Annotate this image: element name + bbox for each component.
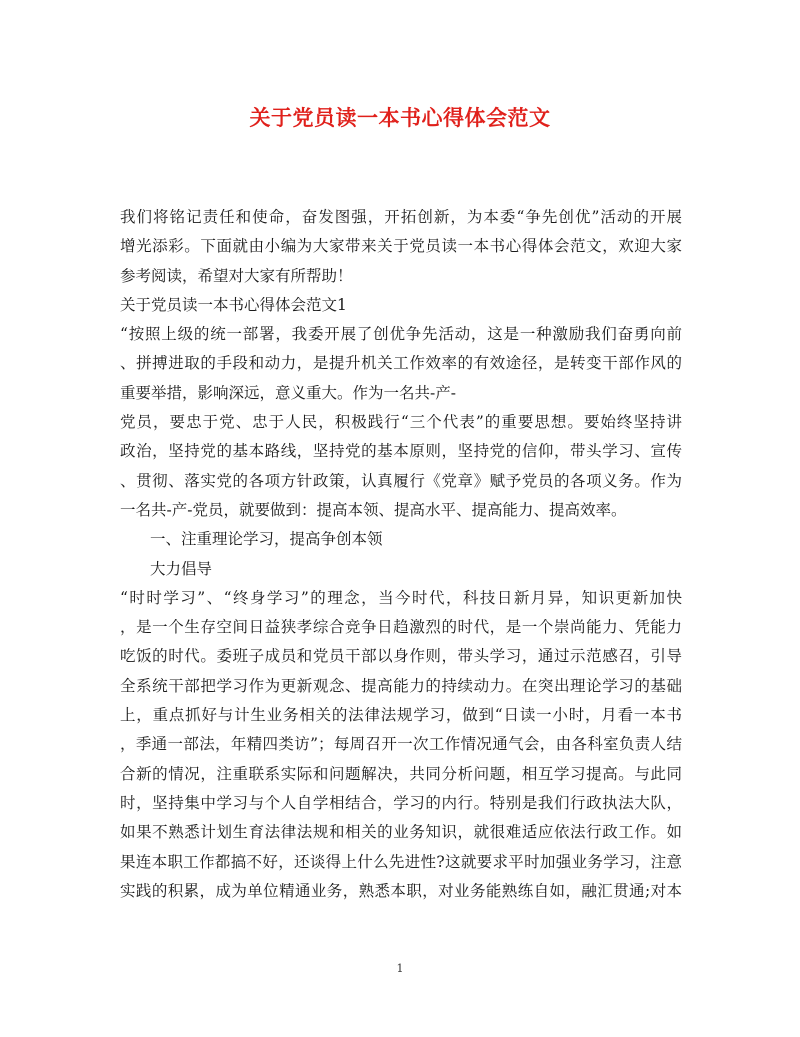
paragraph-line: “时时学习”、“终身学习”的理念，当今时代，科技日新月异，知识更新加快	[120, 588, 682, 607]
paragraph-line: 全系统干部把学习作为更新观念、提高能力的持续动力。在突出理论学习的基础	[120, 676, 682, 695]
paragraph-line: 增光添彩。下面就由小编为大家带来关于党员读一本书心得体会范文，欢迎大家	[120, 237, 682, 256]
paragraph-line: 我们将铭记责任和使命，奋发图强，开拓创新，为本委“争先创优”活动的开展	[120, 208, 682, 226]
paragraph-line: 合新的情况，注重联系实际和问题解决，共同分析问题，相互学习提高。与此同	[120, 764, 682, 783]
document-title: 关于党员读一本书心得体会范文	[249, 105, 551, 130]
subsection-heading: 一、注重理论学习，提高争创本领	[150, 530, 383, 549]
paragraph-line: 、拼搏进取的手段和动力，是提升机关工作效率的有效途径，是转变干部作风的	[120, 354, 682, 373]
paragraph-line: 、贯彻、落实党的各项方针政策，认真履行《党章》赋予党员的各项义务。作为	[120, 471, 682, 490]
paragraph-line: 上，重点抓好与计生业务相关的法律法规学习，做到“日读一小时，月看一本书	[120, 706, 682, 725]
paragraph-line: ，是一个生存空间日益狭孝综合竞争日趋激烈的时代，是一个崇尚能力、凭能力	[120, 618, 682, 637]
paragraph-line: 政治，坚持党的基本路线，坚持党的基本原则，坚持党的信仰，带头学习、宣传	[120, 442, 682, 461]
document-body	[120, 203, 682, 906]
page-number: 1	[396, 962, 404, 975]
paragraph-line: 果连本职工作都搞不好，还谈得上什么先进性?这就要求平时加强业务学习，注意	[120, 852, 682, 871]
paragraph-line: 参考阅读，希望对大家有所帮助！	[120, 266, 353, 285]
paragraph-line: 如果不熟悉计划生育法律法规和相关的业务知识，就很难适应依法行政工作。如	[120, 823, 682, 842]
paragraph-line: 时，坚持集中学习与个人自学相结合，学习的内行。特别是我们行政执法大队，	[120, 793, 682, 812]
section-heading: 关于党员读一本书心得体会范文1	[120, 295, 347, 314]
paragraph-line: 吃饭的时代。委班子成员和党员干部以身作则，带头学习，通过示范感召，引导	[120, 647, 682, 666]
paragraph-line: ，季通一部法，年精四类访”；每周召开一次工作情况通气会，由各科室负责人结	[120, 735, 682, 754]
paragraph-line: “按照上级的统一部署，我委开展了创优争先活动，这是一种激励我们奋勇向前	[120, 325, 682, 344]
paragraph-line: 党员，要忠于党、忠于人民，积极践行“三个代表”的重要思想。要始终坚持讲	[120, 413, 682, 432]
paragraph-line: 大力倡导	[150, 559, 213, 578]
paragraph-line: 实践的积累，成为单位精通业务，熟悉本职，对业务能熟练自如，融汇贯通;对本	[120, 881, 682, 900]
paragraph-line: 重要举措，影响深远，意义重大。作为一名共-产-	[120, 383, 456, 402]
paragraph-line: 一名共-产-党员，就要做到：提高本领、提高水平、提高能力、提高效率。	[120, 500, 627, 519]
